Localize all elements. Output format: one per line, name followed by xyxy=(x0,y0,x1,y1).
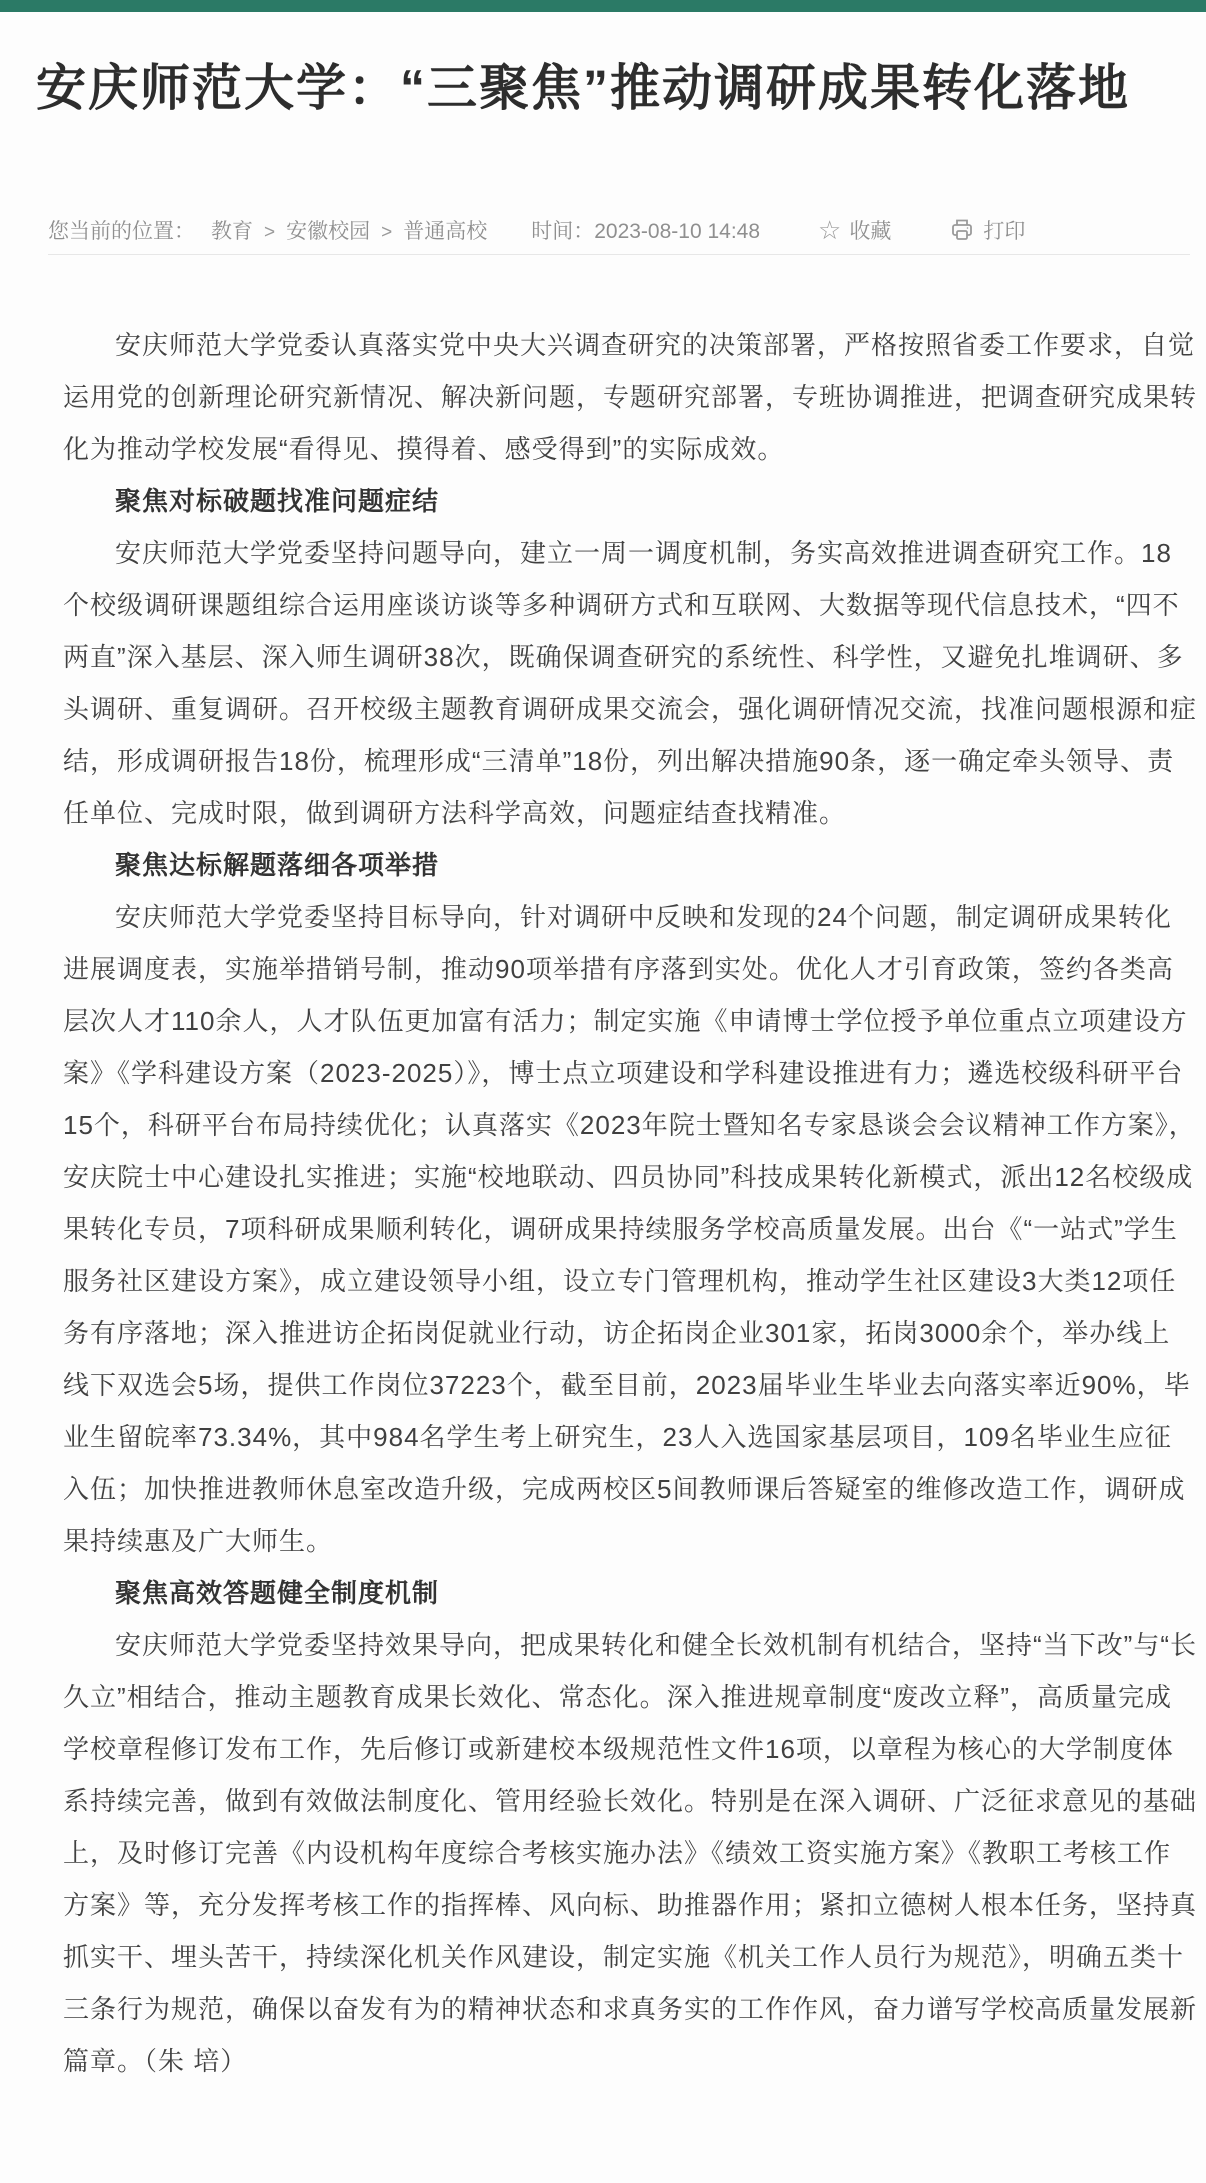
paragraph: 安庆师范大学党委认真落实党中央大兴调查研究的决策部署，严格按照省委工作要求，自觉运用党的创新理论研究新情况、解决新问题，专题研究部署，专班协调推进，把调查研究成果转化为推动学校发展“看得见、摸得着、感受得到”的实际成效。 xyxy=(63,330,1198,464)
paragraph: 安庆师范大学党委坚持目标导向，针对调研中反映和发现的24个问题，制定调研成果转化进展调度表，实施举措销号制，推动90项举措有序落到实处。优化人才引育政策，签约各类高层次人才110余人，人才队伍更加富有活力；制定实施《申请博士学位授予单位重点立项建设方案》《学科建设方案（2023-2025）》，博士点立项建设和学科建设推进有力；遴选校级科研平台15个，科研平台布局持续优化；认真落实《2023年院士暨知名专家恳谈会会议精神工作方案》，安庆院士中心建设扎实推进；实施“校地联动、四员协同”科技成果转化新模式，派出12名校级成果转化专员，7项科研成果顺利转化，调研成果持续服务学校高质量发展。出台《“一站式”学生服务社区建设方案》，成立建设领导小组，设立专门管理机构，推动学生社区建设3大类12项任务有序落地；深入推进访企拓岗促就业行动，访企拓岗企业301家，拓岗3000余个，举办线上线下双选会5场，提供工作岗位37223个，截至目前，2023届毕业生毕业去向落实率近90%，毕业生留皖率73.34%，其中984名学生考上研究生，23人入选国家基层项目，109名毕业生应征入伍；加快推进教师休息室改造升级，完成两校区5间教师课后答疑室的维修改造工作，调研成果持续惠及广大师生。 xyxy=(63,902,1196,1556)
breadcrumb-item-2[interactable]: 普通高校 xyxy=(403,220,488,243)
section-heading: 聚焦达标解题落细各项举措 xyxy=(115,850,440,880)
printer-icon xyxy=(949,217,975,243)
publish-time xyxy=(531,215,760,245)
print-label: 打印 xyxy=(983,220,1026,243)
top-accent-bar xyxy=(0,0,1206,12)
star-outline-icon: ☆ xyxy=(818,215,842,245)
breadcrumb-label: 您当前的位置： xyxy=(48,220,195,243)
breadcrumb-row xyxy=(48,215,1206,245)
paragraph: 安庆师范大学党委坚持效果导向，把成果转化和健全长效机制有机结合，坚持“当下改”与“长久立”相结合，推动主题教育成果长效化、常态化。深入推进规章制度“废改立释”，高质量完成学校章程修订发布工作，先后修订或新建校本级规范性文件16项，以章程为核心的大学制度体系持续完善，做到有效做法制度化、管用经验长效化。特别是在深入调研、广泛征求意见的基础上，及时修订完善《内设机构年度综合考核实施办法》《绩效工资实施方案》《教职工考核工作方案》等，充分发挥考核工作的指挥棒、风向标、助推器作用；紧扣立德树人根本任务，坚持真抓实干、埋头苦干，持续深化机关作风建设，制定实施《机关工作人员行为规范》，明确五类十三条行为规范，确保以奋发有为的精神状态和求真务实的工作作风，奋力谱写学校高质量发展新篇章。（朱 培） xyxy=(63,1630,1198,2076)
time-value: 2023-08-10 14:48 xyxy=(594,220,761,243)
print-button[interactable] xyxy=(949,215,1025,245)
paragraph: 安庆师范大学党委坚持问题导向，建立一周一调度机制，务实高效推进调查研究工作。18个校级调研课题组综合运用座谈访谈等多种调研方式和互联网、大数据等现代信息技术，“四不两直”深入基层、深入师生调研38次，既确保调查研究的系统性、科学性，又避免扎堆调研、多头调研、重复调研。召开校级主题教育调研成果交流会，强化调研情况交流，找准问题根源和症结，形成调研报告18份，梳理形成“三清单”18份，列出解决措施90条，逐一确定牵头领导、责任单位、完成时限，做到调研方法科学高效，问题症结查找精准。 xyxy=(63,538,1198,828)
divider xyxy=(48,254,1190,255)
article-body xyxy=(63,319,1197,2087)
breadcrumb-item-0[interactable]: 教育 xyxy=(211,220,253,243)
breadcrumb-separator: > xyxy=(381,222,393,243)
page-title: 安庆师范大学：“三聚焦”推动调研成果转化落地 xyxy=(36,60,1130,116)
section-heading: 聚焦高效答题健全制度机制 xyxy=(115,1578,440,1608)
section-heading: 聚焦对标破题找准问题症结 xyxy=(115,486,440,516)
breadcrumb-separator: > xyxy=(264,222,276,243)
breadcrumb xyxy=(211,215,487,245)
breadcrumb-item-1[interactable]: 安徽校园 xyxy=(286,220,371,243)
time-label: 时间： xyxy=(531,220,595,243)
favorite-label: 收藏 xyxy=(849,220,892,243)
favorite-button[interactable] xyxy=(818,215,891,245)
